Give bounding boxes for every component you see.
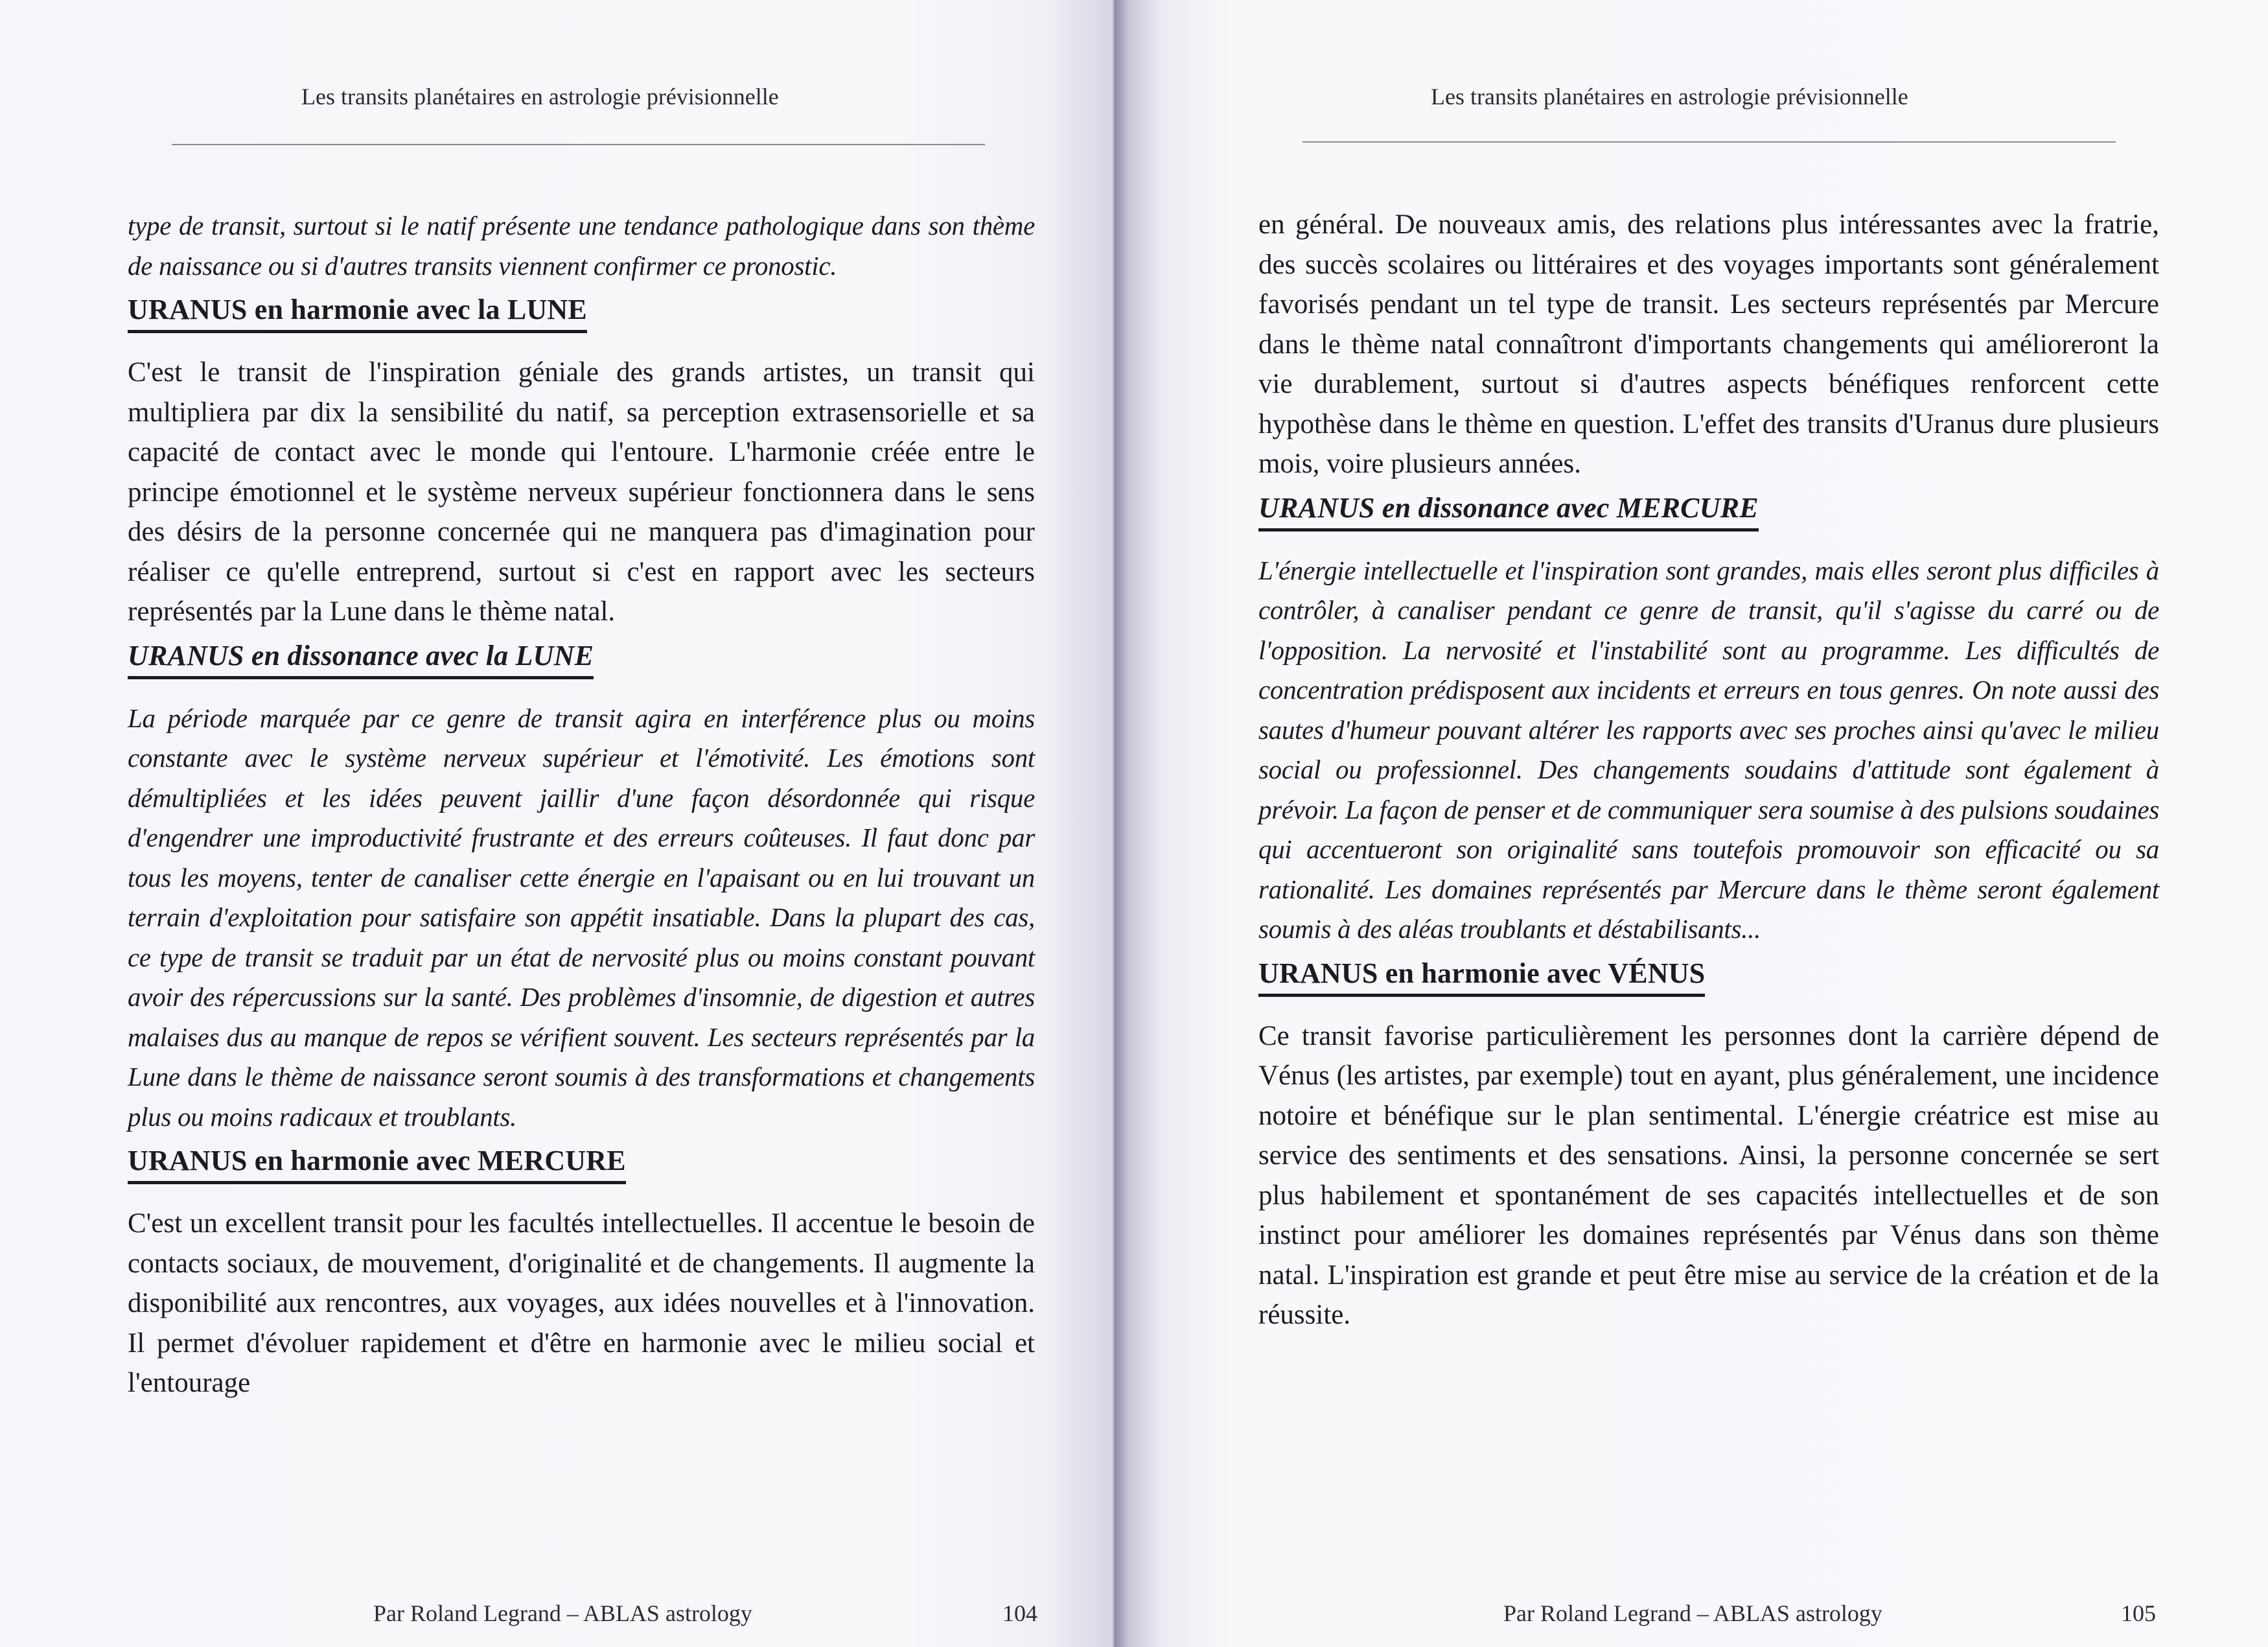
header-rule bbox=[172, 144, 985, 145]
left-page bbox=[0, 0, 1115, 1647]
right-page bbox=[1115, 0, 2268, 1647]
footer-credit: Par Roland Legrand – ABLAS astrology bbox=[1503, 1600, 1882, 1626]
page-number: 104 bbox=[1002, 1600, 1037, 1626]
page-number: 105 bbox=[2121, 1600, 2156, 1626]
section-heading: URANUS en harmonie avec MERCURE bbox=[128, 1141, 626, 1184]
running-head: Les transits planétaires en astrologie prévisionnelle bbox=[301, 84, 779, 110]
section-heading: URANUS en harmonie avec la LUNE bbox=[128, 290, 587, 333]
paragraph: La période marquée par ce genre de transit agira en interférence plus ou moins constante avec le système nerveux supérieur et l'émotivité. Les émotions sont démultipliées et les idées peuvent jaillir d'une façon désordonnée qui risque d'engendrer une improductivité frustrante et des erreurs coûteuses. Il faut donc par tous les moyens, tenter de canaliser cette énergie en l'apaisant ou en lui trouvant un terrain d'exploitation pour satisfaire son appétit insatiable. Dans la plupart des cas, ce type de transit se traduit par un état de nervosité plus ou moins constant pouvant avoir des répercussions sur la santé. Des problèmes d'insomnie, de digestion et autres malaises dus au manque de repos se vérifient souvent. Les secteurs représentés par la Lune dans le thème de naissance seront soumis à des transformations et changements plus ou moins radicaux et troublants. bbox=[128, 703, 1035, 1132]
paragraph: C'est le transit de l'inspiration géniale des grands artistes, un transit qui multipliera par dix la sensibilité du natif, sa perception extrasensorielle et sa capacité de contact avec le monde qui l'entoure. L'harmonie créée entre le principe émotionnel et le système nerveux supérieur fonctionnera dans le sens des désirs de la personne concernée qui ne manquera pas d'imagination pour réaliser ce qu'elle entreprend, surtout si c'est en rapport avec les secteurs représentés par la Lune dans le thème natal. bbox=[128, 357, 1035, 627]
header-rule bbox=[1302, 141, 2116, 143]
section-heading: URANUS en dissonance avec la LUNE bbox=[128, 636, 594, 679]
paragraph: en général. De nouveaux amis, des relations plus intéressantes avec la fratrie, des succès scolaires ou littéraires et des voyages importants sont généralement favorisés pendant un tel type de transit. Les secteurs représentés par Mercure dans le thème natal connaîtront d'importants changements qui amélioreront la vie durablement, surtout si d'autres aspects bénéfiques renforcent cette hypothèse dans le thème en question. L'effet des transits d'Uranus dure plusieurs mois, voire plusieurs années. bbox=[1258, 209, 2159, 479]
section-heading: URANUS en dissonance avec MERCURE bbox=[1258, 488, 1759, 531]
section-heading: URANUS en harmonie avec VÉNUS bbox=[1258, 953, 1705, 997]
paragraph: L'énergie intellectuelle et l'inspiration sont grandes, mais elles seront plus difficiles à contrôler, à canaliser pendant ce genre de transit, qu'il s'agisse du carré ou de l'opposition. La nervosité et l'instabilité sont au programme. Les difficultés de concentration prédisposent aux incidents et erreurs en tous genres. On note aussi des sautes d'humeur pouvant altérer les rapports avec ses proches ainsi qu'avec le milieu social ou professionnel. Des changements soudains d'attitude sont également à prévoir. La façon de penser et de communiquer sera soumise à des pulsions soudaines qui accentueront son originalité sans toutefois promouvoir son efficacité ou sa rationalité. Les domaines représentés par Mercure dans le thème seront également soumis à des aléas troublants et déstabilisants... bbox=[1258, 555, 2159, 944]
footer-credit: Par Roland Legrand – ABLAS astrology bbox=[373, 1600, 752, 1626]
left-page-body bbox=[128, 206, 1035, 1403]
paragraph: type de transit, surtout si le natif présente une tendance pathologique dans son thème de naissance ou si d'autres transits viennent confirmer ce pronostic. bbox=[128, 211, 1035, 281]
paragraph: Ce transit favorise particulièrement les personnes dont la carrière dépend de Vénus (les artistes, par exemple) tout en ayant, plus généralement, une incidence notoire et bénéfique sur le plan sentimental. L'énergie créatrice est mise au service des sentiments et des sensations. Ainsi, la personne concernée se sert plus habilement et spontanément de ses capacités intellectuelles et de son instinct pour améliorer les domaines représentés par Vénus dans son thème natal. L'inspiration est grande et peut être mise au service de la création et de la réussite. bbox=[1258, 1020, 2159, 1330]
right-page-body bbox=[1258, 205, 2159, 1335]
running-head: Les transits planétaires en astrologie prévisionnelle bbox=[1431, 84, 1908, 110]
paragraph: C'est un excellent transit pour les facultés intellectuelles. Il accentue le besoin de contacts sociaux, de mouvement, d'originalité et de changements. Il augmente la disponibilité aux rencontres, aux voyages, aux idées nouvelles et à l'innovation. Il permet d'évoluer rapidement et d'être en harmonie avec le milieu social et l'entourage bbox=[128, 1208, 1035, 1398]
